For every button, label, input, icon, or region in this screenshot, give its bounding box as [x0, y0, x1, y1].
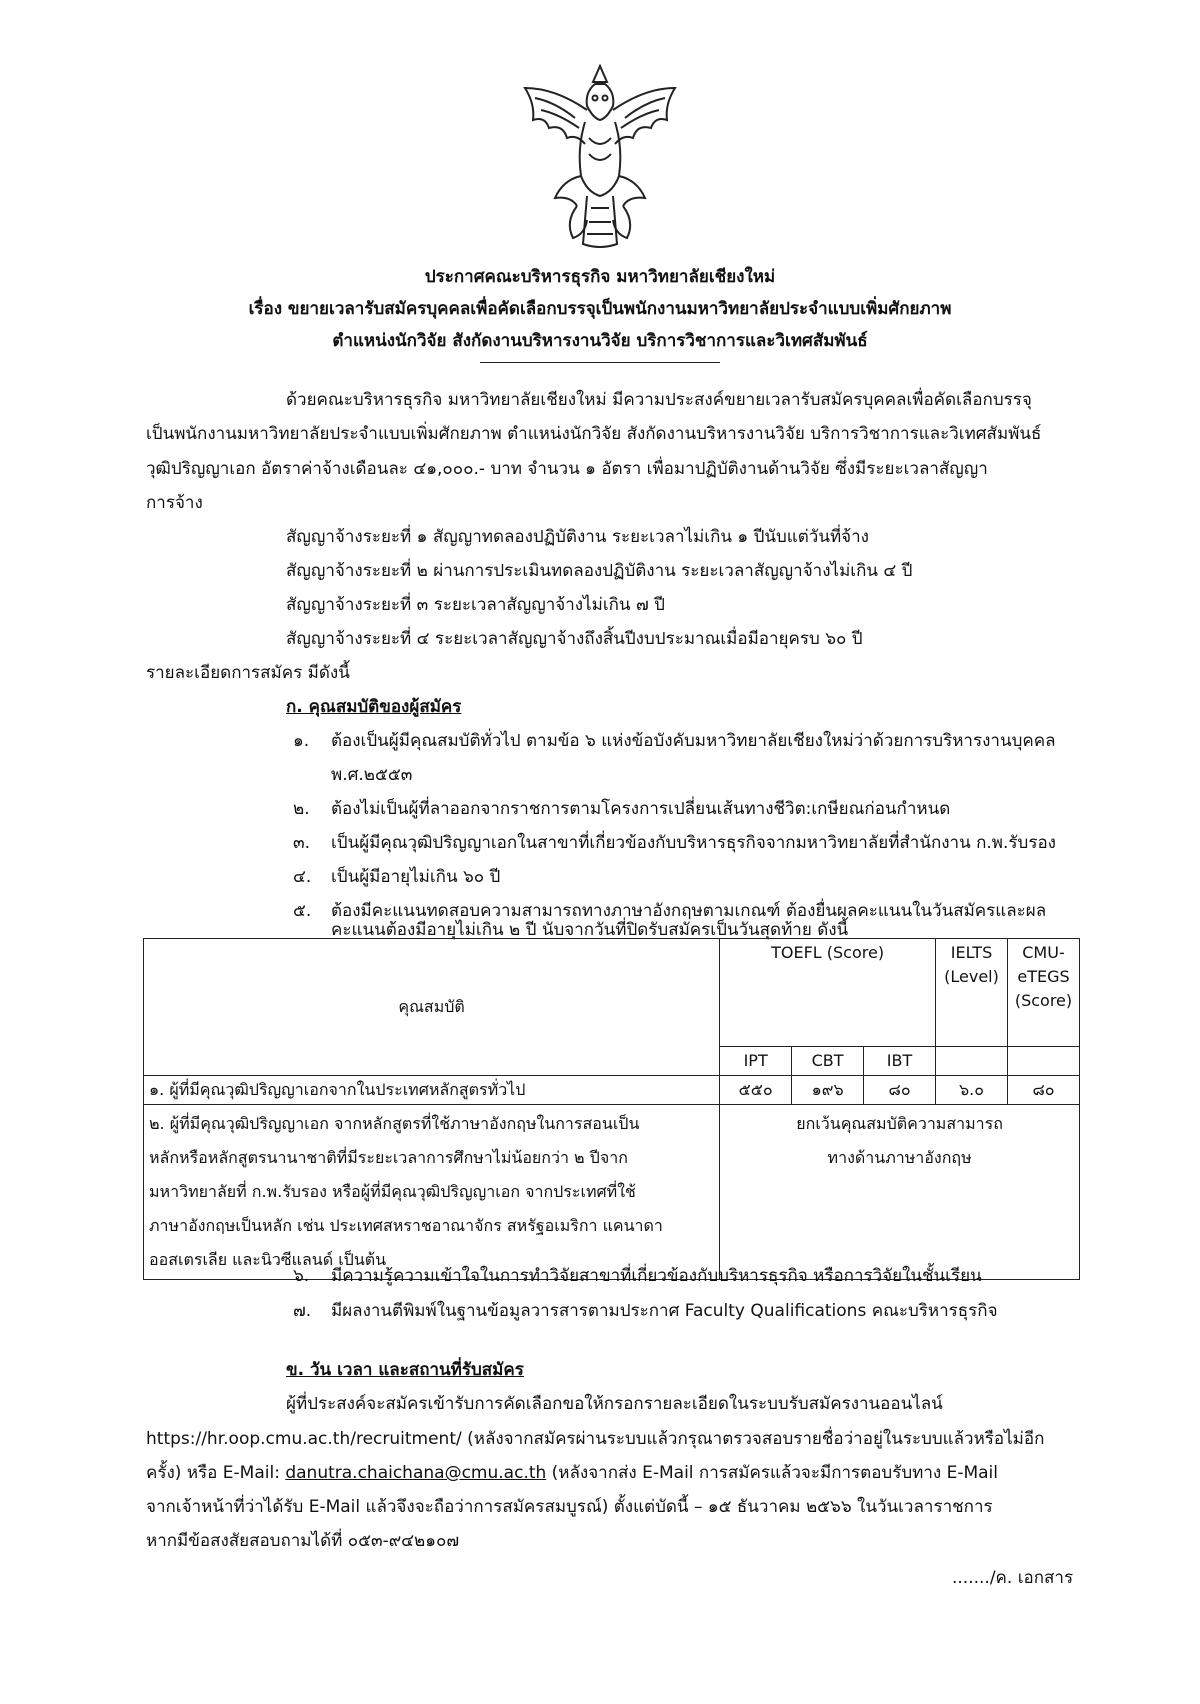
- announcement-position: ตำแหน่งนักวิจัย สังกัดงานบริหารงานวิจัย บริการวิชาการและวิเทศสัมพันธ์: [332, 331, 868, 351]
- email-prefix: ครั้ง) หรือ E-Mail:: [146, 1463, 286, 1483]
- item-number: ๗.: [293, 1301, 312, 1321]
- header-toefl: TOEFL (Score): [720, 939, 936, 1047]
- item-number: ๓.: [293, 833, 311, 853]
- item-number: ๖.: [293, 1266, 310, 1286]
- section-b-line-3: [146, 1461, 998, 1485]
- item-text: ต้องเป็นผู้มีคุณสมบัติทั่วไป ตามข้อ ๖ แห่งข้อบังคับมหาวิทยาลัยเชียงใหม่ว่าด้วยการบริหารงานบุคคล: [331, 731, 1056, 751]
- exemption-line: ยกเว้นคุณสมบัติความสามารถ: [796, 1114, 1003, 1133]
- score-cmu-etegs: ๘๐: [1007, 1076, 1079, 1105]
- header-qualification: คุณสมบัติ: [144, 939, 720, 1076]
- exemption-line: ทางด้านภาษาอังกฤษ: [827, 1148, 972, 1167]
- contract-period-1: สัญญาจ้างระยะที่ ๑ สัญญาทดลองปฏิบัติงาน ระยะเวลาไม่เกิน ๑ ปีนับแต่วันที่จ้าง: [286, 527, 869, 547]
- intro-line-1: ด้วยคณะบริหารธุรกิจ มหาวิทยาลัยเชียงใหม่ มีความประสงค์ขยายเวลารับสมัครบุคคลเพื่อคัดเลือกบรรจุ: [286, 390, 1032, 410]
- header-ielts-line: IELTS: [950, 943, 993, 962]
- table-row: [144, 1105, 1080, 1280]
- header-ipt: IPT: [720, 1047, 792, 1076]
- section-b-line-2: https://hr.oop.cmu.ac.th/recruitment/ (หลังจากสมัครผ่านระบบแล้วกรุณาตรวจสอบรายชื่อว่าอยู่ในระบบแล้วหรือไม่อีก: [146, 1429, 1045, 1449]
- contract-period-4: สัญญาจ้างระยะที่ ๔ ระยะเวลาสัญญาจ้างถึงสิ้นปีงบประมาณเมื่อมีอายุครบ ๖๐ ปี: [286, 629, 863, 649]
- contract-period-3: สัญญาจ้างระยะที่ ๓ ระยะเวลาสัญญาจ้างไม่เกิน ๗ ปี: [286, 595, 665, 615]
- item-text: ต้องมีคะแนนทดสอบความสามารถทางภาษาอังกฤษตามเกณฑ์ ต้องยื่นผลคะแนนในวันสมัครและผล: [331, 901, 1047, 921]
- intro-line-3: วุฒิปริญญาเอก อัตราค่าจ้างเดือนละ ๔๑,๐๐๐.- บาท จำนวน ๑ อัตรา เพื่อมาปฏิบัติงานด้านวิจัย ซึ่งมีระยะเวลาสัญญา: [146, 459, 988, 479]
- header-ielts: [936, 939, 1008, 1047]
- item-text: พ.ศ.๒๕๕๓: [331, 765, 413, 785]
- score-ibt: ๘๐: [864, 1076, 936, 1105]
- item-text: มีความรู้ความเข้าใจในการทำวิจัยสาขาที่เกี่ยวข้องกับบริหารธุรกิจ หรือการวิจัยในชั้นเรียน: [331, 1266, 982, 1286]
- garuda-emblem: [515, 58, 685, 253]
- announcement-subject: เรื่อง ขยายเวลารับสมัครบุคคลเพื่อคัดเลือกบรรจุเป็นพนักงานมหาวิทยาลัยประจำแบบเพิ่มศักยภาพ: [248, 299, 952, 319]
- section-b-line-4: จากเจ้าหน้าที่ว่าได้รับ E-Mail แล้วจึงจะถือว่าการสมัครสมบูรณ์) ตั้งแต่บัดนี้ – ๑๕ ธันวาคม ๒๕๖๖ ในวันเวลาราชการ: [146, 1497, 993, 1517]
- item-text: คะแนนต้องมีอายุไม่เกิน ๒ ปี นับจากวันที่ปิดรับสมัครเป็นวันสุดท้าย ดังนี้: [331, 920, 849, 940]
- email-link[interactable]: danutra.chaichana@cmu.ac.th: [285, 1463, 547, 1483]
- score-ielts: ๖.๐: [936, 1076, 1008, 1105]
- item-number: ๕.: [293, 901, 312, 921]
- empty-cell: [1007, 1047, 1079, 1076]
- header-ielts-line: (Level): [944, 967, 999, 986]
- row-label: [144, 1105, 720, 1280]
- item-number: ๔.: [293, 867, 312, 887]
- header-cmu-line: (Score): [1014, 991, 1073, 1010]
- header-cmu-etegs: [1007, 939, 1079, 1047]
- intro-line-2: เป็นพนักงานมหาวิทยาลัยประจำแบบเพิ่มศักยภาพ ตำแหน่งนักวิจัย สังกัดงานบริหารงานวิจัย บริการวิชาการและวิเทศสัมพันธ์: [146, 424, 1042, 444]
- email-suffix: (หลังจากส่ง E-Mail การสมัครแล้วจะมีการตอบรับทาง E-Mail: [546, 1463, 998, 1483]
- details-heading: รายละเอียดการสมัคร มีดังนี้: [146, 663, 350, 683]
- item-text: มีผลงานตีพิมพ์ในฐานข้อมูลวารสารตามประกาศ Faculty Qualifications คณะบริหารธุรกิจ: [331, 1301, 998, 1321]
- item-text: เป็นผู้มีอายุไม่เกิน ๖๐ ปี: [331, 867, 501, 887]
- row-label: ๑. ผู้ที่มีคุณวุฒิปริญญาเอกจากในประเทศหลักสูตรทั่วไป: [144, 1076, 720, 1105]
- contract-period-2: สัญญาจ้างระยะที่ ๒ ผ่านการประเมินทดลองปฏิบัติงาน ระยะเวลาสัญญาจ้างไม่เกิน ๔ ปี: [286, 561, 913, 581]
- section-b-line-5: หากมีข้อสงสัยสอบถามได้ที่ ๐๕๓-๙๔๒๑๐๗: [146, 1531, 460, 1551]
- row-label-line: ออสเตรเลีย และนิวซีแลนด์ เป็นต้น: [149, 1250, 387, 1269]
- score-ipt: ๕๕๐: [720, 1076, 792, 1105]
- section-b-heading: ข. วัน เวลา และสถานที่รับสมัคร: [286, 1360, 524, 1380]
- row-label-line: หลักหรือหลักสูตรนานาชาติที่มีระยะเวลาการศึกษาไม่น้อยกว่า ๒ ปีจาก: [149, 1148, 628, 1167]
- item-text: ต้องไม่เป็นผู้ที่ลาออกจากราชการตามโครงการเปลี่ยนเส้นทางชีวิต:เกษียณก่อนกำหนด: [331, 799, 951, 819]
- exemption-note: [720, 1105, 1080, 1280]
- title-divider: [480, 362, 720, 363]
- score-cbt: ๑๙๖: [792, 1076, 864, 1105]
- empty-cell: [936, 1047, 1008, 1076]
- item-text: เป็นผู้มีคุณวุฒิปริญญาเอกในสาขาที่เกี่ยวข้องกับบริหารธุรกิจจากมหาวิทยาลัยที่สำนักงาน ก.พ.รับรอง: [331, 833, 1056, 853]
- section-a-heading: ก. คุณสมบัติของผู้สมัคร: [286, 697, 462, 717]
- item-number: ๒.: [293, 799, 310, 819]
- header-cmu-line: eTEGS: [1017, 967, 1070, 986]
- header-cbt: CBT: [792, 1047, 864, 1076]
- header-ibt: IBT: [864, 1047, 936, 1076]
- row-label-line: มหาวิทยาลัยที่ ก.พ.รับรอง หรือผู้ที่มีคุณวุฒิปริญญาเอก จากประเทศที่ใช้: [149, 1182, 636, 1201]
- item-number: ๑.: [293, 731, 310, 751]
- english-score-table: [143, 938, 1080, 1280]
- table-row: [144, 1076, 1080, 1105]
- header-cmu-line: CMU-: [1022, 943, 1065, 962]
- section-b-line-1: ผู้ที่ประสงค์จะสมัครเข้ารับการคัดเลือกขอให้กรอกรายละเอียดในระบบรับสมัครงานออนไลน์: [286, 1394, 943, 1414]
- intro-line-4: การจ้าง: [146, 493, 203, 513]
- row-label-line: ภาษาอังกฤษเป็นหลัก เช่น ประเทศสหราชอาณาจักร สหรัฐอเมริกา แคนาดา: [149, 1216, 663, 1235]
- row-label-line: ๒. ผู้ที่มีคุณวุฒิปริญญาเอก จากหลักสูตรที่ใช้ภาษาอังกฤษในการสอนเป็น: [149, 1114, 640, 1133]
- announcement-title: ประกาศคณะบริหารธุรกิจ มหาวิทยาลัยเชียงใหม่: [424, 267, 776, 287]
- continued-marker: ......./ค. เอกสาร: [952, 1568, 1074, 1588]
